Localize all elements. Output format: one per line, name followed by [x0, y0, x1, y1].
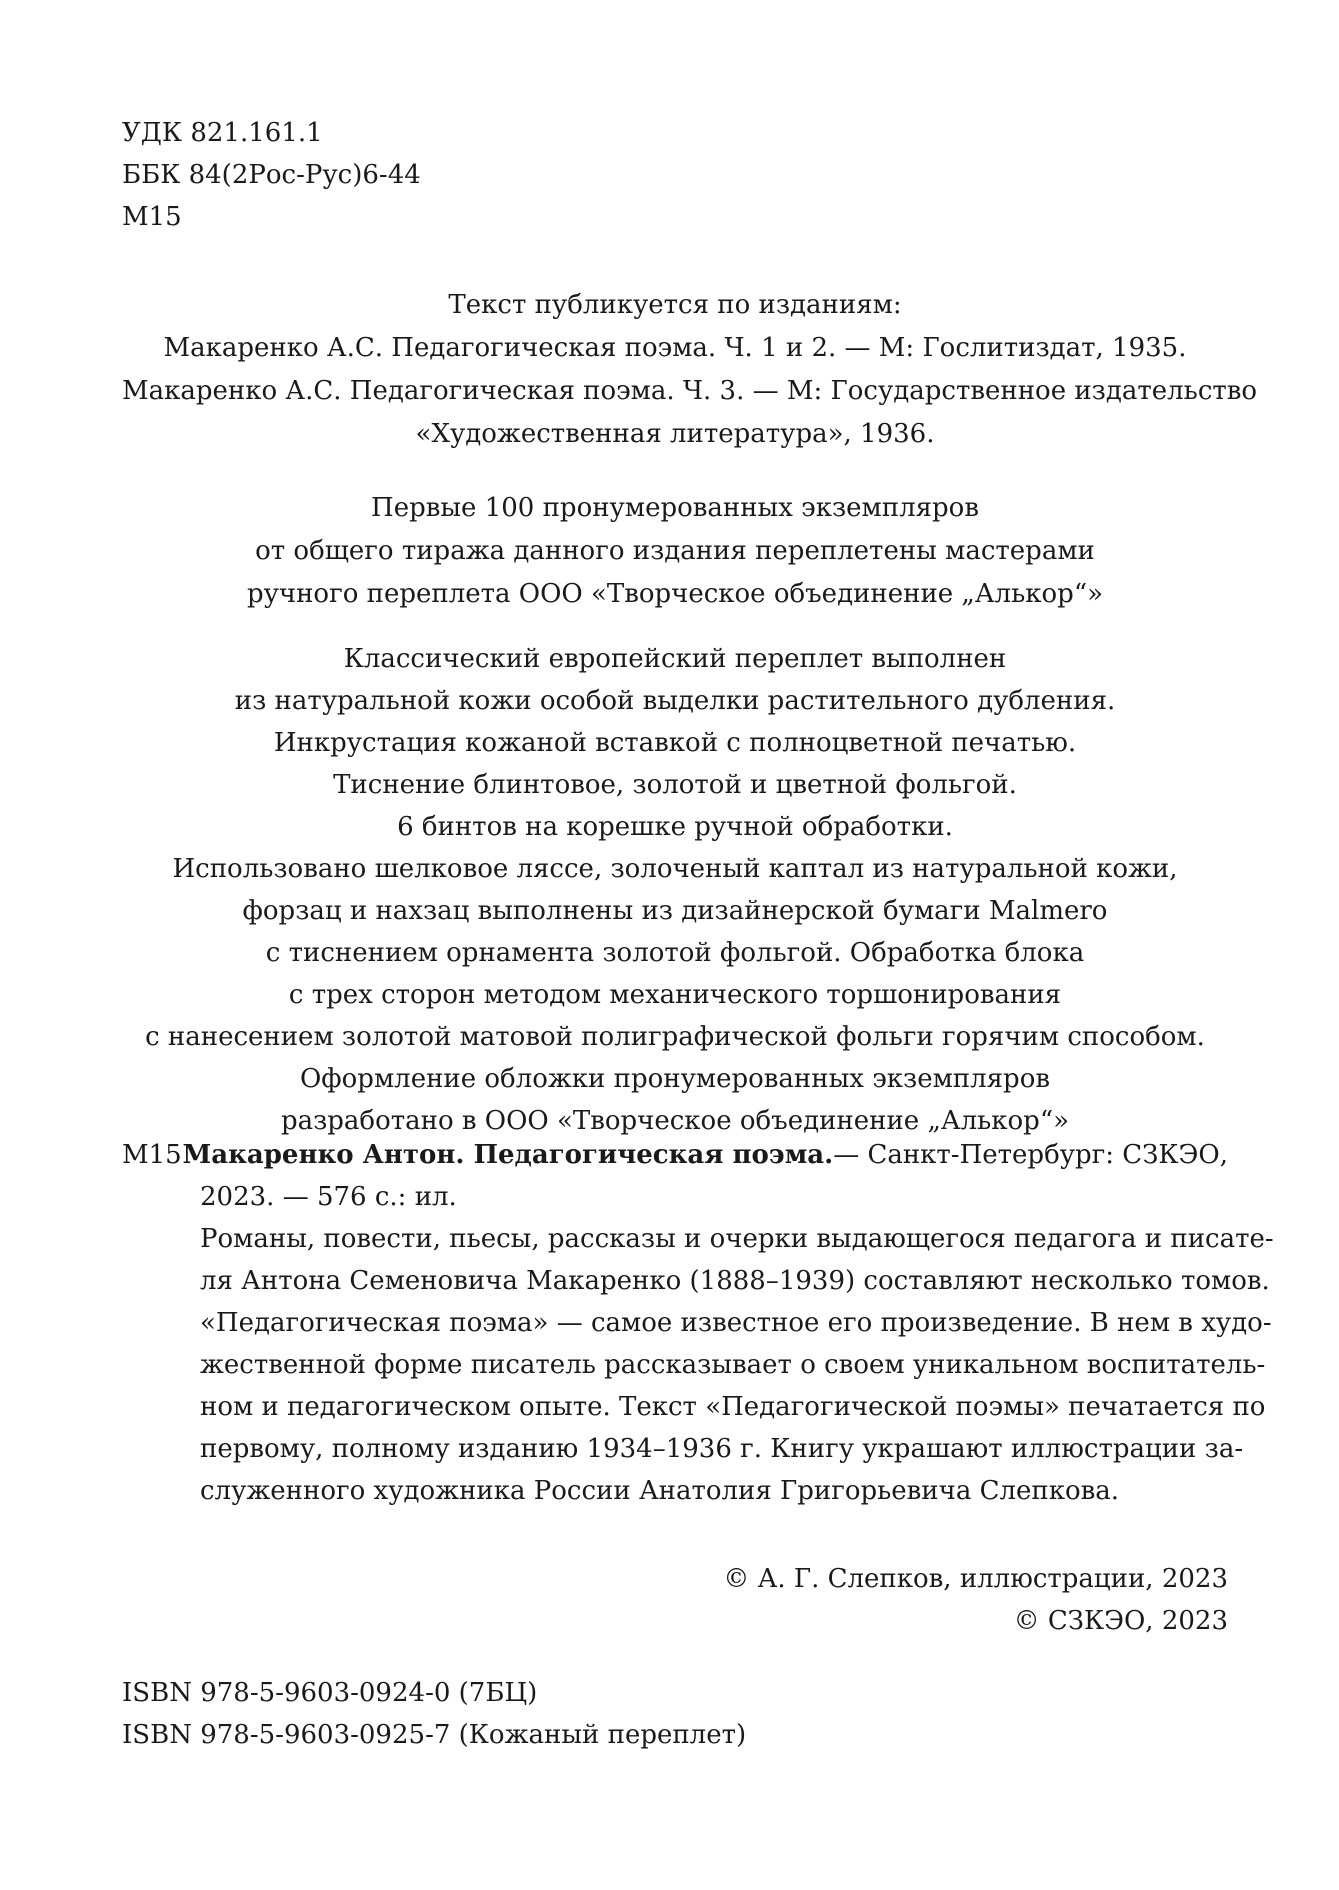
isbn-line: ISBN 978-5-9603-0925-7 (Кожаный переплет)	[122, 1720, 747, 1750]
annotation-line: жественной форме писатель рассказывает о своем уникальном воспитатель-	[200, 1350, 1266, 1380]
sources-section	[122, 284, 1258, 456]
sources-line: «Художественная литература», 1936.	[415, 419, 935, 449]
numbered-copies-section	[122, 487, 1228, 616]
binding-line: форзац и нахзац выполнены из дизайнерской бумаги Malmero	[242, 896, 1108, 926]
binding-line: Использовано шелковое ляссе, золоченый каптал из натуральной кожи,	[172, 854, 1178, 884]
binding-line: с трех сторон методом механического торшонирования	[288, 980, 1062, 1010]
annotation-line: ном и педагогическом опыте. Текст «Педагогической поэмы» печатается по	[200, 1392, 1266, 1422]
numbered-copies-line: Первые 100 пронумерованных экземпляров	[371, 493, 979, 523]
isbn-section	[122, 1672, 746, 1756]
numbered-copies-line: ручного переплета ООО «Творческое объединение „Алькор“»	[246, 579, 1104, 609]
bibliographic-record	[122, 1134, 1274, 1512]
binding-line: с тиснением орнамента золотой фольгой. Обработка блока	[265, 938, 1085, 968]
binding-line: Классический европейский переплет выполнен	[343, 644, 1007, 674]
annotation-line: первому, полному изданию 1934–1936 г. Книгу украшают иллюстрации за-	[200, 1434, 1244, 1464]
udk-code: УДК 821.161.1	[122, 118, 323, 148]
biblio-year-pages: 2023. — 576 с.: ил.	[200, 1182, 457, 1212]
author-mark: М15	[122, 202, 182, 232]
binding-description-section	[122, 638, 1228, 1142]
numbered-copies-line: от общего тиража данного издания переплетены мастерами	[255, 536, 1095, 566]
bbk-code: ББК 84(2Рос-Рус)6-44	[122, 160, 421, 190]
annotation-line: «Педагогическая поэма» — самое известное его произведение. В нем в худо-	[200, 1308, 1272, 1338]
binding-line: разработано в ООО «Творческое объединение „Алькор“»	[280, 1106, 1070, 1136]
classification-codes	[122, 112, 421, 238]
biblio-title: Макаренко Антон. Педагогическая поэма.	[182, 1140, 834, 1170]
sources-line: Текст публикуется по изданиям:	[448, 290, 902, 320]
annotation-line: Романы, повести, пьесы, рассказы и очерки выдающегося педагога и писате-	[200, 1224, 1274, 1254]
biblio-heading-row	[122, 1134, 1228, 1176]
biblio-author-mark: М15	[122, 1140, 182, 1170]
copyright-section	[723, 1558, 1228, 1642]
binding-line: Оформление обложки пронумерованных экземпляров	[299, 1064, 1050, 1094]
binding-line: из натуральной кожи особой выделки растительного дубления.	[234, 686, 1116, 716]
sources-line: Макаренко А.С. Педагогическая поэма. Ч. 3. — М: Государственное издательство	[122, 376, 1258, 406]
annotation-line: служенного художника России Анатолия Григорьевича Слепкова.	[200, 1476, 1120, 1506]
annotation-line: ля Антона Семеновича Макаренко (1888–1939) составляют несколько томов.	[200, 1266, 1270, 1296]
binding-line: Тиснение блинтовое, золотой и цветной фольгой.	[333, 770, 1017, 800]
isbn-line: ISBN 978-5-9603-0924-0 (7БЦ)	[122, 1678, 538, 1708]
binding-line: с нанесением золотой матовой полиграфической фольги горячим способом.	[145, 1022, 1205, 1052]
binding-line: Инкрустация кожаной вставкой с полноцветной печатью.	[273, 728, 1077, 758]
biblio-publisher: — Санкт-Петербург: СЗКЭО,	[833, 1140, 1228, 1170]
sources-line: Макаренко А.С. Педагогическая поэма. Ч. 1 и 2. — М: Гослитиздат, 1935.	[163, 333, 1187, 363]
copyright-line: © СЗКЭО, 2023	[1013, 1606, 1228, 1636]
binding-line: 6 бинтов на корешке ручной обработки.	[397, 812, 953, 842]
copyright-line: © А. Г. Слепков, иллюстрации, 2023	[723, 1564, 1228, 1594]
